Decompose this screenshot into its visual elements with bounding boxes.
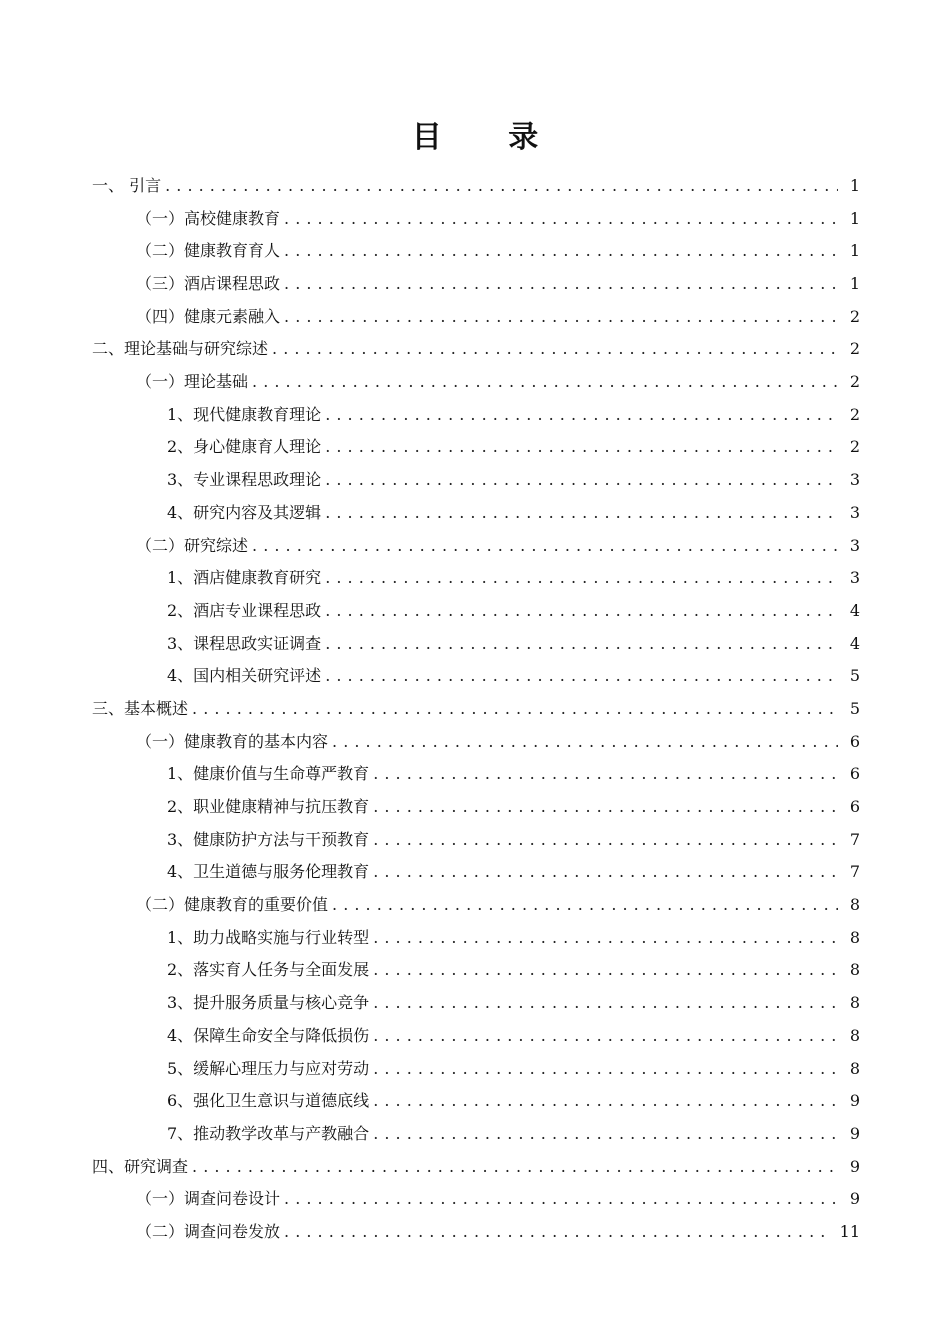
dot-leader: [373, 1053, 838, 1086]
toc-entry-page-number: 1: [849, 175, 860, 195]
toc-entry-title: 2、身心健康育人理论: [167, 437, 322, 457]
toc-entry-title: 四、研究调查: [92, 1156, 189, 1176]
dot-leader: [284, 235, 838, 268]
toc-entry-level-3[interactable]: [92, 922, 860, 955]
toc-entry-level-3[interactable]: [92, 562, 860, 595]
dot-leader: [373, 954, 838, 987]
toc-entry-level-1[interactable]: [92, 333, 860, 366]
dot-leader: [373, 824, 838, 857]
dot-leader: [192, 1151, 838, 1184]
toc-entry-title: 3、提升服务质量与核心竞争: [167, 993, 370, 1013]
toc-entry-title: 3、课程思政实证调查: [167, 633, 322, 653]
toc-entry-title: 3、专业课程思政理论: [167, 470, 322, 490]
toc-entry-page-number: 2: [849, 372, 860, 392]
dot-leader: [373, 856, 838, 889]
toc-entry-page-number: 4: [849, 600, 860, 620]
toc-entry-title: 4、卫生道德与服务伦理教育: [167, 862, 370, 882]
toc-entry-level-2[interactable]: [92, 1183, 860, 1216]
toc-entry-level-1[interactable]: [92, 693, 860, 726]
dot-leader: [373, 922, 838, 955]
toc-entry-level-3[interactable]: [92, 824, 860, 857]
toc-entry-level-1[interactable]: [92, 170, 860, 203]
toc-entry-level-2[interactable]: [92, 366, 860, 399]
toc-entry-title: 三、基本概述: [92, 698, 189, 718]
toc-entry-level-3[interactable]: [92, 628, 860, 661]
toc-entry-page-number: 1: [849, 274, 860, 294]
toc-entry-title: 4、研究内容及其逻辑: [167, 502, 322, 522]
dot-leader: [373, 1118, 838, 1151]
toc-entry-title: 1、健康价值与生命尊严教育: [167, 764, 370, 784]
toc-entry-level-2[interactable]: [92, 889, 860, 922]
toc-entry-level-2[interactable]: [92, 301, 860, 334]
toc-entry-level-1[interactable]: [92, 1151, 860, 1184]
toc-entry-title: （二）健康教育的重要价值: [136, 895, 329, 915]
toc-entry-page-number: 3: [849, 502, 860, 522]
toc-entry-page-number: 9: [849, 1123, 860, 1143]
toc-entry-title: 3、健康防护方法与干预教育: [167, 829, 370, 849]
toc-entry-title: （一）理论基础: [136, 372, 249, 392]
dot-leader: [325, 562, 838, 595]
toc-entry-page-number: 7: [849, 862, 860, 882]
toc-entry-page-number: 9: [849, 1091, 860, 1111]
toc-entry-page-number: 8: [849, 1058, 860, 1078]
toc-entry-title: （一）调查问卷设计: [136, 1189, 281, 1209]
dot-leader: [165, 170, 838, 203]
dot-leader: [325, 628, 838, 661]
dot-leader: [284, 1183, 838, 1216]
toc-entry-page-number: 8: [849, 895, 860, 915]
toc-entry-level-2[interactable]: [92, 530, 860, 563]
toc-entry-page-number: 7: [849, 829, 860, 849]
toc-entry-title: 4、保障生命安全与降低损伤: [167, 1025, 370, 1045]
toc-entry-level-3[interactable]: [92, 955, 860, 988]
toc-entry-title: 2、酒店专业课程思政: [167, 600, 322, 620]
toc-entry-level-2[interactable]: [92, 235, 860, 268]
toc-entry-level-3[interactable]: [92, 791, 860, 824]
toc-entry-level-2[interactable]: [92, 1216, 860, 1249]
toc-entry-title: （四）健康元素融入: [136, 306, 281, 326]
toc-entry-title: （三）酒店课程思政: [136, 274, 281, 294]
toc-entry-page-number: 9: [849, 1189, 860, 1209]
toc-entry-title: 1、酒店健康教育研究: [167, 568, 322, 588]
toc-entry-level-3[interactable]: [92, 1118, 860, 1151]
toc-entry-page-number: 8: [849, 927, 860, 947]
toc-entry-page-number: 5: [849, 666, 860, 686]
toc-entry-level-3[interactable]: [92, 758, 860, 791]
dot-leader: [284, 268, 838, 301]
toc-entry-page-number: 2: [849, 339, 860, 359]
toc-entry-page-number: 8: [849, 993, 860, 1013]
toc-entry-level-3[interactable]: [92, 660, 860, 693]
dot-leader: [284, 1216, 832, 1249]
toc-entry-page-number: 6: [849, 764, 860, 784]
dot-leader: [332, 726, 838, 759]
toc-entry-title: 一、 引言: [92, 175, 162, 195]
dot-leader: [325, 595, 838, 628]
toc-entry-title: （一）高校健康教育: [136, 208, 281, 228]
toc-entry-level-3[interactable]: [92, 1085, 860, 1118]
dot-leader: [373, 1085, 838, 1118]
toc-entry-level-3[interactable]: [92, 432, 860, 465]
toc-entry-page-number: 11: [839, 1221, 860, 1241]
toc-entry-level-3[interactable]: [92, 987, 860, 1020]
toc-entry-page-number: 3: [849, 568, 860, 588]
toc-entry-page-number: 5: [849, 698, 860, 718]
toc-entry-level-3[interactable]: [92, 1053, 860, 1086]
toc-entry-title: 7、推动教学改革与产教融合: [167, 1123, 370, 1143]
toc-entry-title: 6、强化卫生意识与道德底线: [167, 1091, 370, 1111]
dot-leader: [325, 399, 838, 432]
dot-leader: [325, 660, 838, 693]
dot-leader: [272, 333, 838, 366]
toc-entry-level-3[interactable]: [92, 399, 860, 432]
toc-entry-title: （二）研究综述: [136, 535, 249, 555]
page-title: 目 录: [411, 120, 567, 155]
dot-leader: [325, 431, 838, 464]
dot-leader: [332, 889, 838, 922]
dot-leader: [373, 987, 838, 1020]
dot-leader: [373, 791, 838, 824]
toc-entry-level-2[interactable]: [92, 203, 860, 236]
toc-entry-title: （一）健康教育的基本内容: [136, 731, 329, 751]
dot-leader: [325, 497, 838, 530]
toc-entry-page-number: 3: [849, 470, 860, 490]
toc-entry-title: 二、理论基础与研究综述: [92, 339, 269, 359]
toc-entry-page-number: 3: [849, 535, 860, 555]
toc-entry-page-number: 2: [849, 437, 860, 457]
toc-entry-page-number: 2: [849, 306, 860, 326]
toc-entry-title: 1、现代健康教育理论: [167, 404, 322, 424]
toc-entry-page-number: 1: [849, 208, 860, 228]
toc-entry-page-number: 4: [849, 633, 860, 653]
dot-leader: [284, 301, 838, 334]
toc-entry-page-number: 8: [849, 960, 860, 980]
toc-entry-level-2[interactable]: [92, 268, 860, 301]
dot-leader: [252, 366, 838, 399]
toc-entry-page-number: 8: [849, 1025, 860, 1045]
toc-entry-title: 2、职业健康精神与抗压教育: [167, 797, 370, 817]
toc-entry-level-3[interactable]: [92, 464, 860, 497]
toc-entry-page-number: 6: [849, 731, 860, 751]
toc-entry-title: 4、国内相关研究评述: [167, 666, 322, 686]
table-of-contents: [92, 170, 860, 1249]
toc-entry-title: 1、助力战略实施与行业转型: [167, 927, 370, 947]
toc-entry-page-number: 9: [849, 1156, 860, 1176]
dot-leader: [284, 203, 838, 236]
toc-entry-title: 2、落实育人任务与全面发展: [167, 960, 370, 980]
toc-entry-level-3[interactable]: [92, 497, 860, 530]
toc-entry-level-3[interactable]: [92, 1020, 860, 1053]
toc-entry-level-3[interactable]: [92, 595, 860, 628]
toc-entry-title: （二）调查问卷发放: [136, 1221, 281, 1241]
dot-leader: [325, 464, 838, 497]
dot-leader: [373, 758, 838, 791]
dot-leader: [252, 530, 838, 563]
toc-entry-level-2[interactable]: [92, 726, 860, 759]
toc-entry-page-number: 2: [849, 404, 860, 424]
dot-leader: [373, 1020, 838, 1053]
toc-entry-page-number: 1: [849, 241, 860, 261]
toc-entry-title: 5、缓解心理压力与应对劳动: [167, 1058, 370, 1078]
toc-entry-level-3[interactable]: [92, 856, 860, 889]
dot-leader: [192, 693, 838, 726]
toc-entry-title: （二）健康教育育人: [136, 241, 281, 261]
toc-entry-page-number: 6: [849, 797, 860, 817]
